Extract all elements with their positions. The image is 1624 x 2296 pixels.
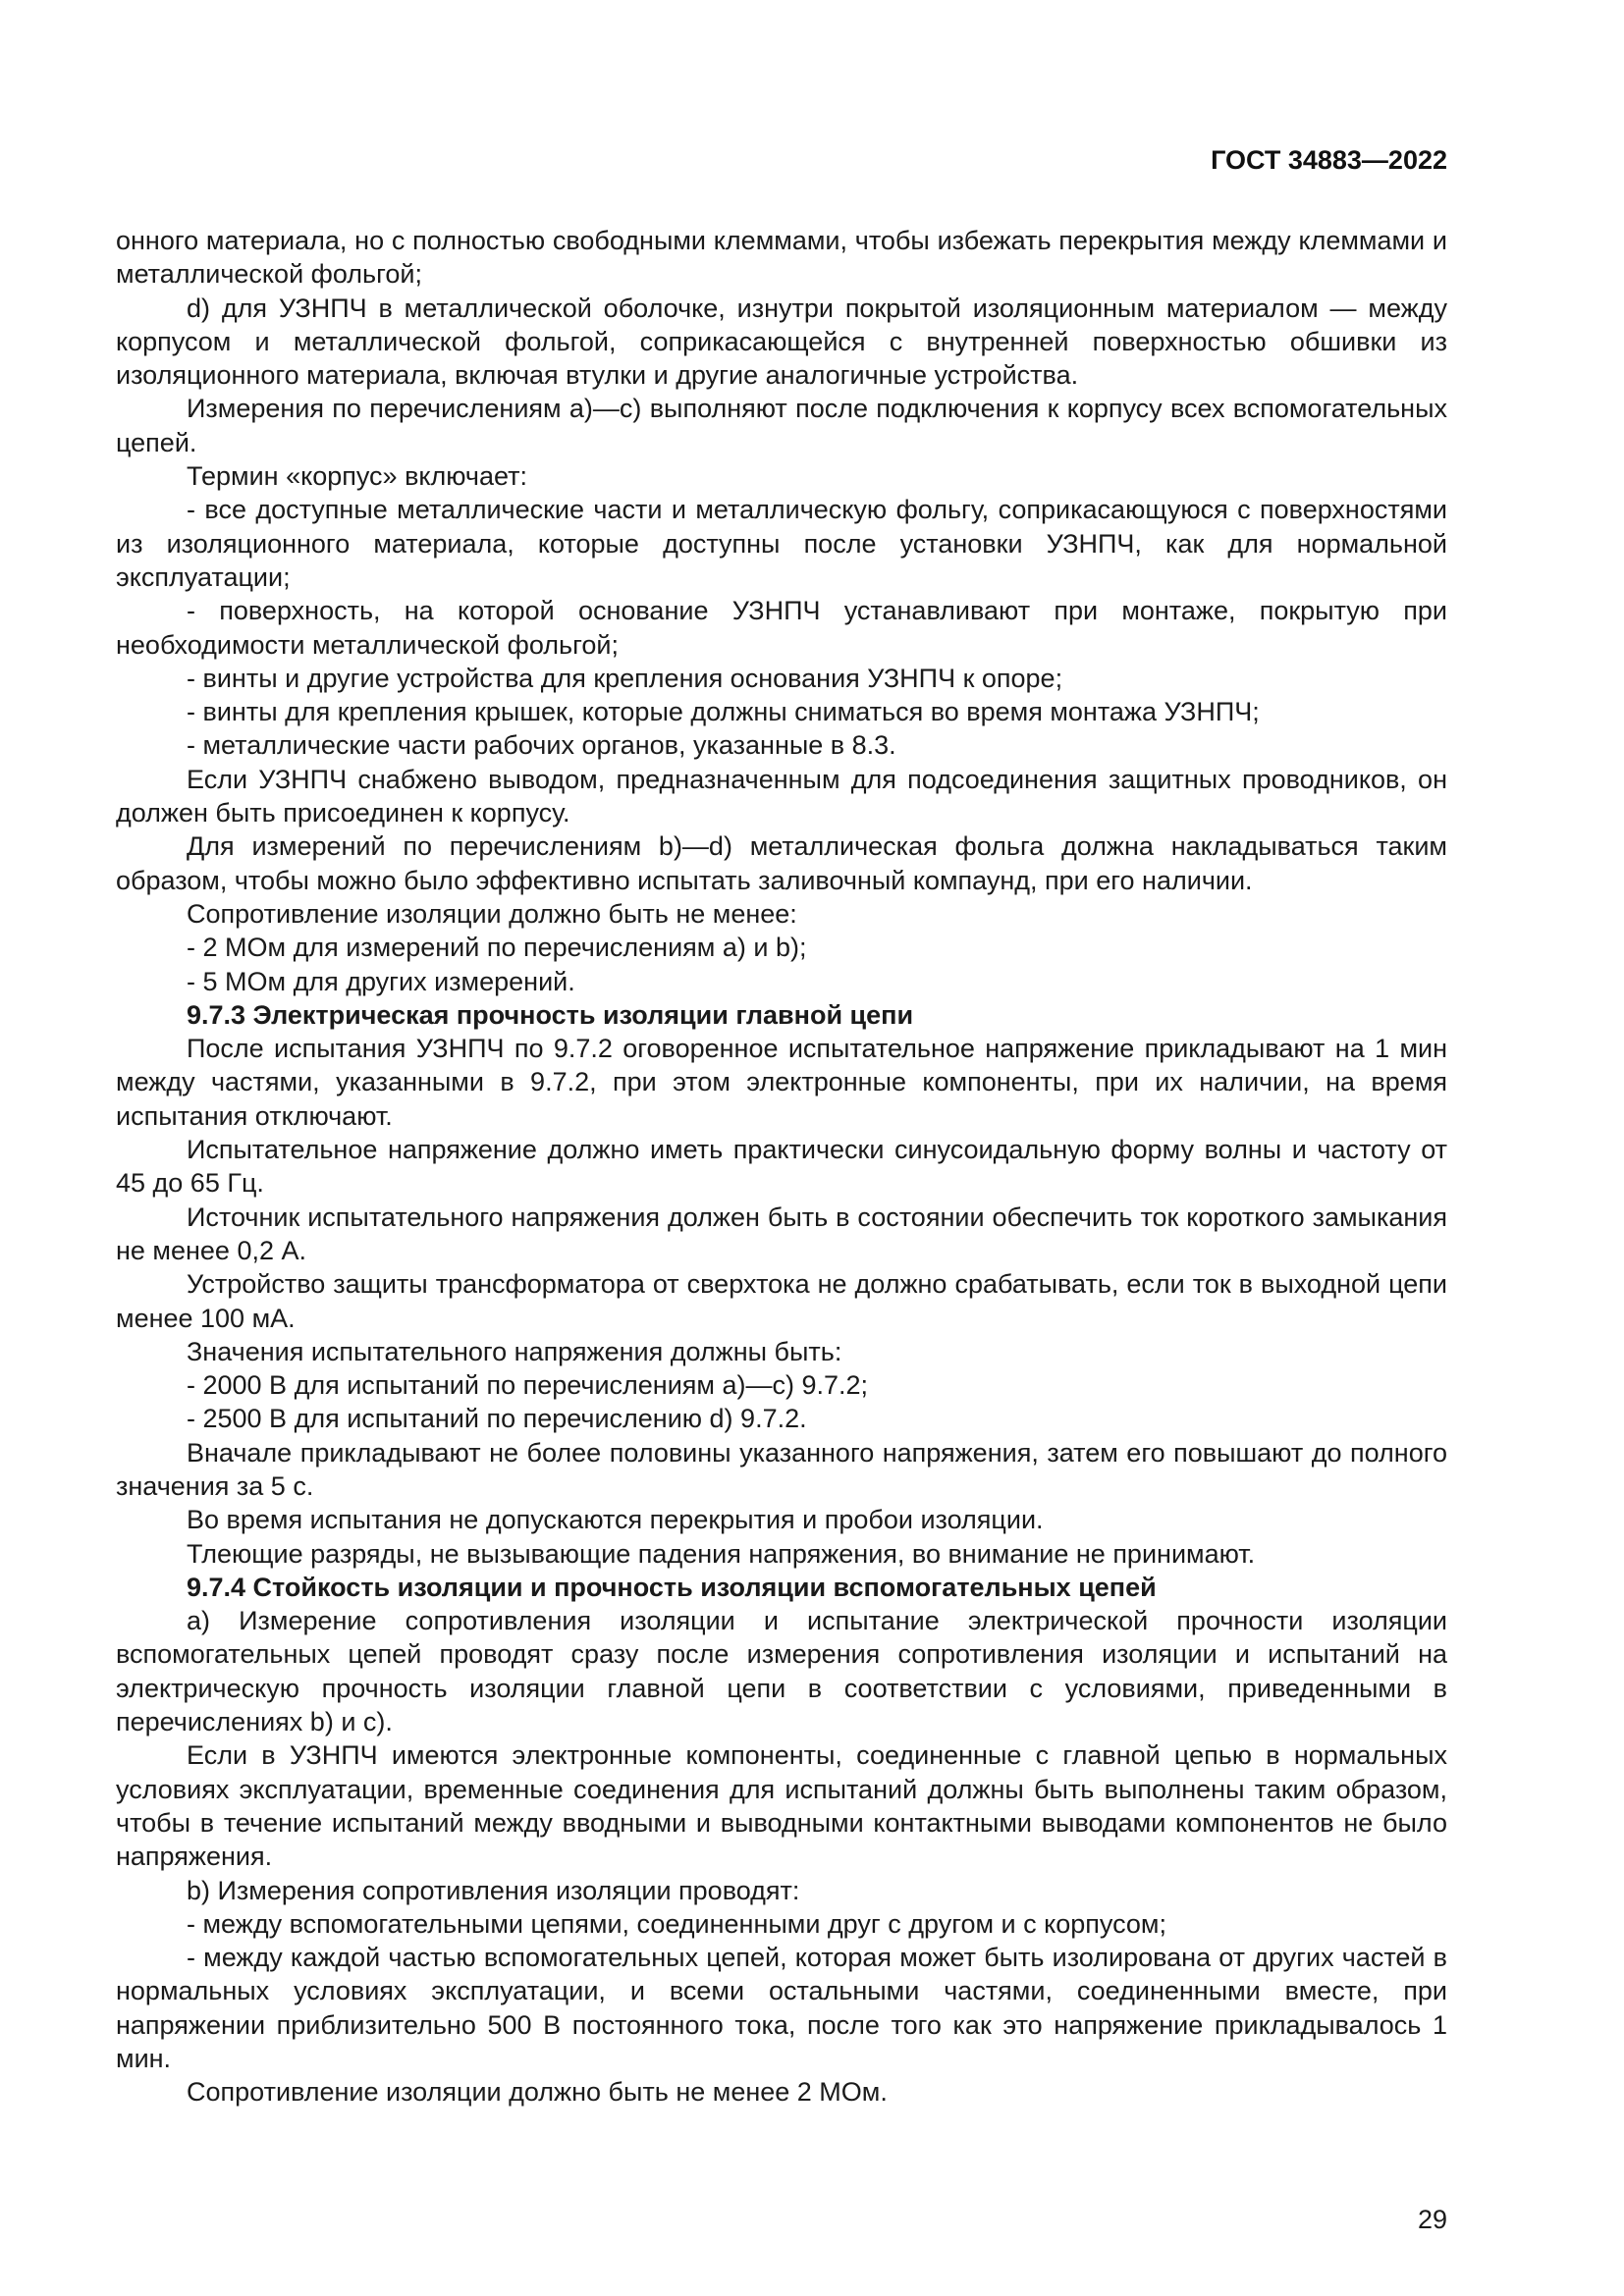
list-item: - все доступные металлические части и металлическую фольгу, соприкасающуюся с поверхностями из изоляционного материала, которые доступны после установки УЗНПЧ, как для нормальной эксплуатации;: [116, 495, 1447, 592]
list-item: - между каждой частью вспомогательных цепей, которая может быть изолирована от других частей в нормальных условиях эксплуатации, и всеми остальными частями, соединенными вместе, при напряжении приблизительно 500 В постоянного тока, после того как это напряжение прикладывалось 1 мин.: [116, 1943, 1447, 2074]
paragraph: Во время испытания не допускаются перекрытия и пробои изоляции.: [187, 1505, 1044, 1535]
document-body: [116, 224, 1447, 2109]
list-item: - металлические части рабочих органов, указанные в 8.3.: [187, 730, 896, 761]
section-heading: 9.7.4 Стойкость изоляции и прочность изоляции вспомогательных цепей: [187, 1572, 1157, 1602]
paragraph: Вначале прикладывают не более половины указанного напряжения, затем его повышают до полного значения за 5 с.: [116, 1437, 1447, 1501]
paragraph: Значения испытательного напряжения должны быть:: [187, 1336, 842, 1366]
paragraph: Сопротивление изоляции должно быть не менее 2 МОм.: [187, 2077, 888, 2108]
paragraph: Если УЗНПЧ снабжено выводом, предназначенным для подсоединения защитных проводников, он должен быть присоединен к корпусу.: [116, 764, 1447, 828]
paragraph: Сопротивление изоляции должно быть не менее:: [187, 898, 797, 929]
list-item: - 5 МОм для других измерений.: [187, 966, 575, 996]
list-item: - между вспомогательными цепями, соединенными друг с другом и с корпусом;: [187, 1908, 1166, 1939]
list-item: - 2000 В для испытаний по перечислениям а)—с) 9.7.2;: [187, 1370, 869, 1401]
paragraph: b) Измерения сопротивления изоляции проводят:: [187, 1875, 800, 1905]
list-item: - винты и другие устройства для крепления основания УЗНПЧ к опоре;: [187, 663, 1063, 693]
paragraph: Если в УЗНПЧ имеются электронные компоненты, соединенные с главной цепью в нормальных условиях эксплуатации, временные соединения для испытаний должны быть выполнены таким образом, чтобы в течение испытаний между вводными и выводными контактными выводами компонентов не было напряжения.: [116, 1740, 1447, 1872]
page-number: 29: [1417, 2205, 1447, 2234]
paragraph: Тлеющие разряды, не вызывающие падения напряжения, во внимание не принимают.: [187, 1538, 1256, 1569]
document-header: ГОСТ 34883—2022: [1211, 145, 1447, 175]
paragraph: После испытания УЗНПЧ по 9.7.2 оговоренное испытательное напряжение прикладывают на 1 мин между частями, указанными в 9.7.2, при этом электронные компоненты, при их наличии, на время испытания отключают.: [116, 1034, 1447, 1131]
section-heading: 9.7.3 Электрическая прочность изоляции главной цепи: [187, 999, 914, 1030]
list-item: - поверхность, на которой основание УЗНПЧ устанавливают при монтаже, покрытую при необходимости металлической фольгой;: [116, 596, 1447, 660]
paragraph: d) для УЗНПЧ в металлической оболочке, изнутри покрытой изоляционным материалом — между корпусом и металлической фольгой, соприкасающейся с внутренней поверхностью обшивки из изоляционного материала, включая втулки и другие аналогичные устройства.: [116, 293, 1447, 391]
list-item: - 2500 В для испытаний по перечислению d) 9.7.2.: [187, 1404, 807, 1434]
paragraph: Измерения по перечислениям а)—с) выполняют после подключения к корпусу всех вспомогательных цепей.: [116, 394, 1447, 457]
paragraph: Термин «корпус» включает:: [187, 461, 528, 492]
paragraph: а) Измерение сопротивления изоляции и испытание электрической прочности изоляции вспомогательных цепей проводят сразу после измерения сопротивления изоляции и испытаний на электрическую прочность изоляции главной цепи в соответствии с условиями, приведенными в перечислениях b) и с).: [116, 1606, 1447, 1737]
paragraph: онного материала, но с полностью свободными клеммами, чтобы избежать перекрытия между клеммами и металлической фольгой;: [116, 226, 1447, 290]
paragraph: Для измерений по перечислениям b)—d) металлическая фольга должна накладываться таким образом, чтобы можно было эффективно испытать заливочный компаунд, при его наличии.: [116, 831, 1447, 895]
paragraph: Источник испытательного напряжения должен быть в состоянии обеспечить ток короткого замыкания не менее 0,2 А.: [116, 1201, 1447, 1265]
paragraph: Испытательное напряжение должно иметь практически синусоидальную форму волны и частоту от 45 до 65 Гц.: [116, 1135, 1447, 1199]
list-item: - винты для крепления крышек, которые должны сниматься во время монтажа УЗНПЧ;: [187, 697, 1260, 727]
list-item: - 2 МОм для измерений по перечислениям а) и b);: [187, 933, 807, 963]
paragraph: Устройство защиты трансформатора от сверхтока не должно срабатывать, если ток в выходной цепи менее 100 мА.: [116, 1269, 1447, 1333]
